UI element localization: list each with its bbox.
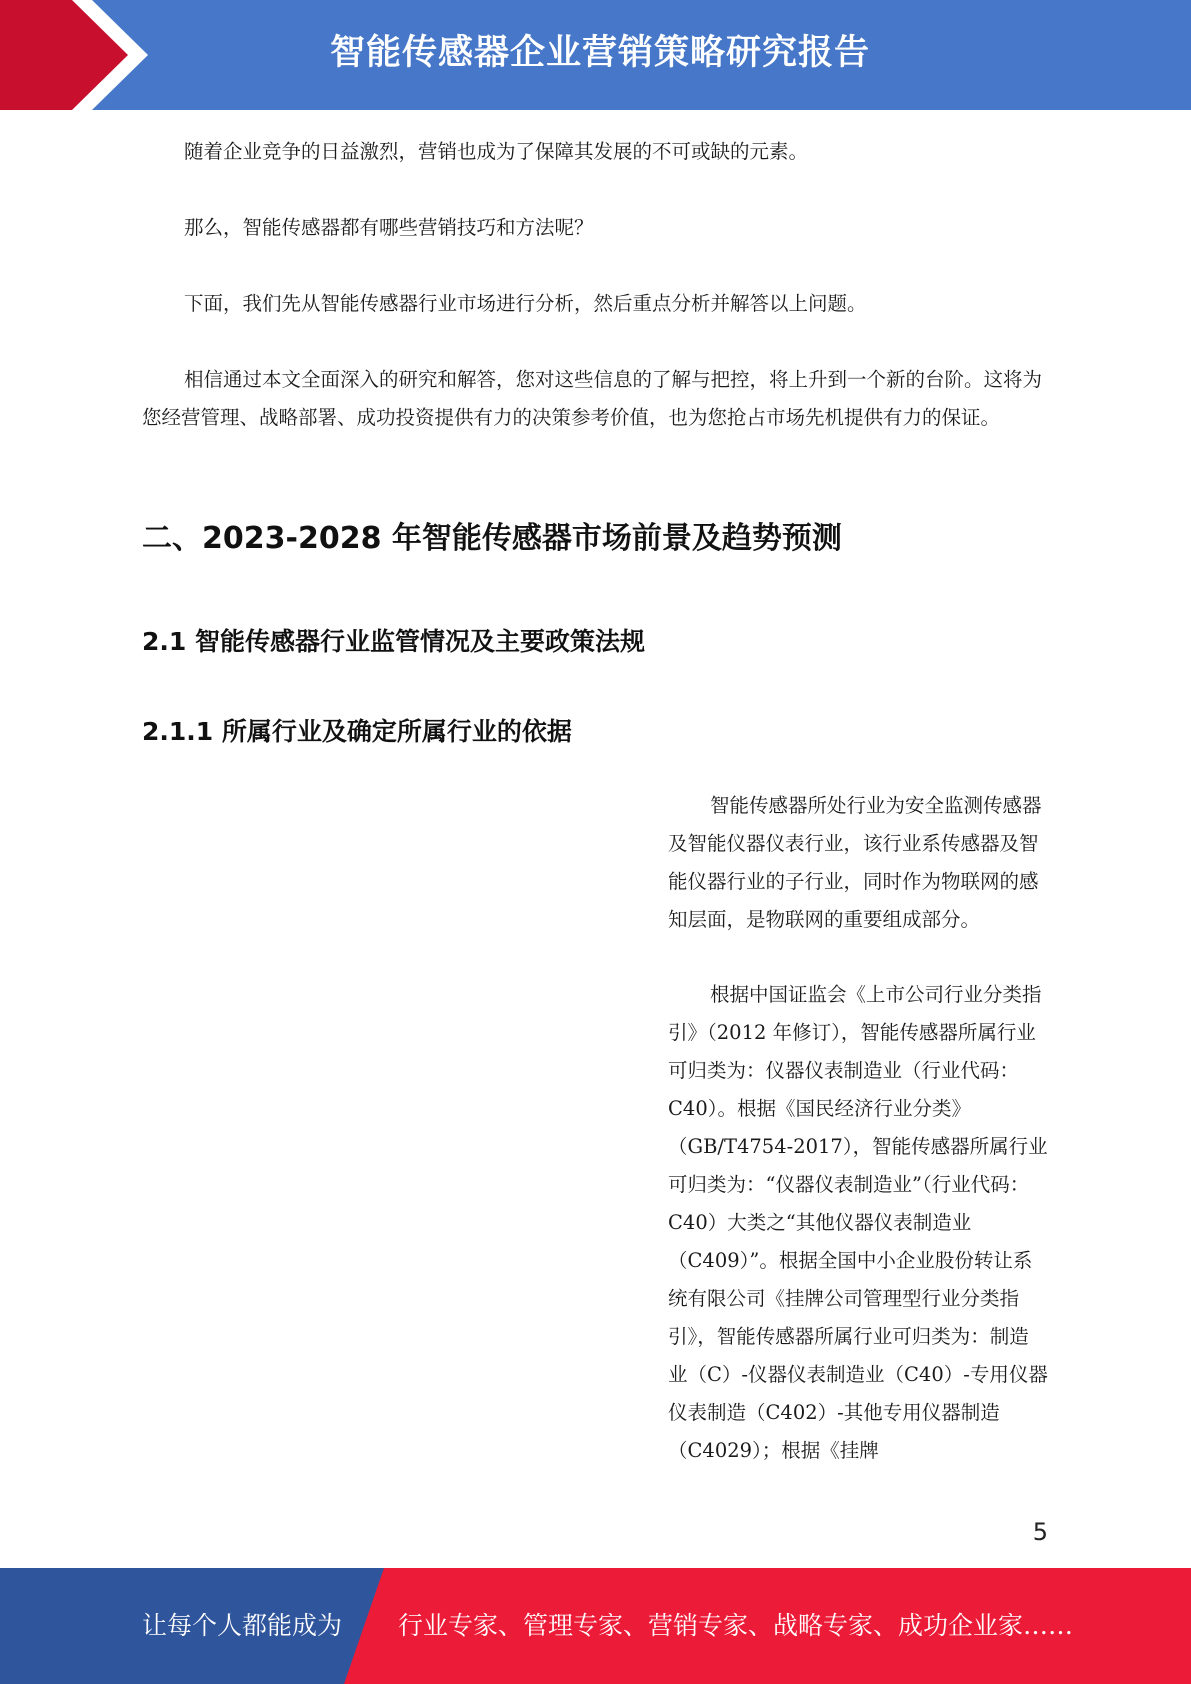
header-arrow-decoration — [0, 0, 160, 110]
report-title: 智能传感器企业营销策略研究报告 — [329, 33, 870, 73]
body-paragraph-1: 智能传感器所处行业为安全监测传感器及智能仪器仪表行业，该行业系传感器及智能仪器行业的子行业，同时作为物联网的感知层面，是物联网的重要组成部分。 — [668, 794, 1042, 931]
sub-sub-section-heading: 2.1.1 所属行业及确定所属行业的依据 — [142, 717, 572, 746]
intro-paragraph-4: 相信通过本文全面深入的研究和解答，您对这些信息的了解与把控，将上升到一个新的台阶。这将为您经营管理、战略部署、成功投资提供有力的决策参考价值，也为您抢占市场先机提供有力的保证。 — [142, 368, 1043, 429]
section-heading: 二、2023-2028 年智能传感器市场前景及趋势预测 — [142, 521, 842, 556]
intro-paragraph-3: 下面，我们先从智能传感器行业市场进行分析，然后重点分析并解答以上问题。 — [184, 292, 867, 315]
intro-paragraph-2: 那么，智能传感器都有哪些营销技巧和方法呢？ — [184, 216, 594, 239]
page-number: 5 — [1032, 1518, 1048, 1546]
sub-section-heading: 2.1 智能传感器行业监管情况及主要政策法规 — [142, 627, 645, 656]
footer-slogan-right: 行业专家、管理专家、营销专家、战略专家、成功企业家…… — [398, 1611, 1074, 1640]
body-text-column — [668, 787, 1048, 1470]
footer-slogan-left: 让每个人都能成为 — [142, 1611, 343, 1640]
body-paragraph-2: 根据中国证监会《上市公司行业分类指引》（2012 年修订），智能传感器所属行业可归类为：仪器仪表制造业（行业代码：C40）。根据《国民经济行业分类》（GB/T4754-2017），智能传感器所属行业可归类为：“仪器仪表制造业”（行业代码：C40）大类之“其他仪器仪表制造业（C409）”。根据全国中小企业股份转让系统有限公司《挂牌公司管理型行业分类指引》，智能传感器所属行业可归类为：制造业（C）-仪器仪表制造业（C40）-专用仪器仪表制造（C402）-其他专用仪器制造（C4029）；根据《挂牌 — [668, 983, 1048, 1462]
page-header — [0, 0, 1191, 110]
page-footer — [0, 1568, 1191, 1684]
intro-paragraph-1: 随着企业竞争的日益激烈，营销也成为了保障其发展的不可或缺的元素。 — [184, 140, 809, 163]
